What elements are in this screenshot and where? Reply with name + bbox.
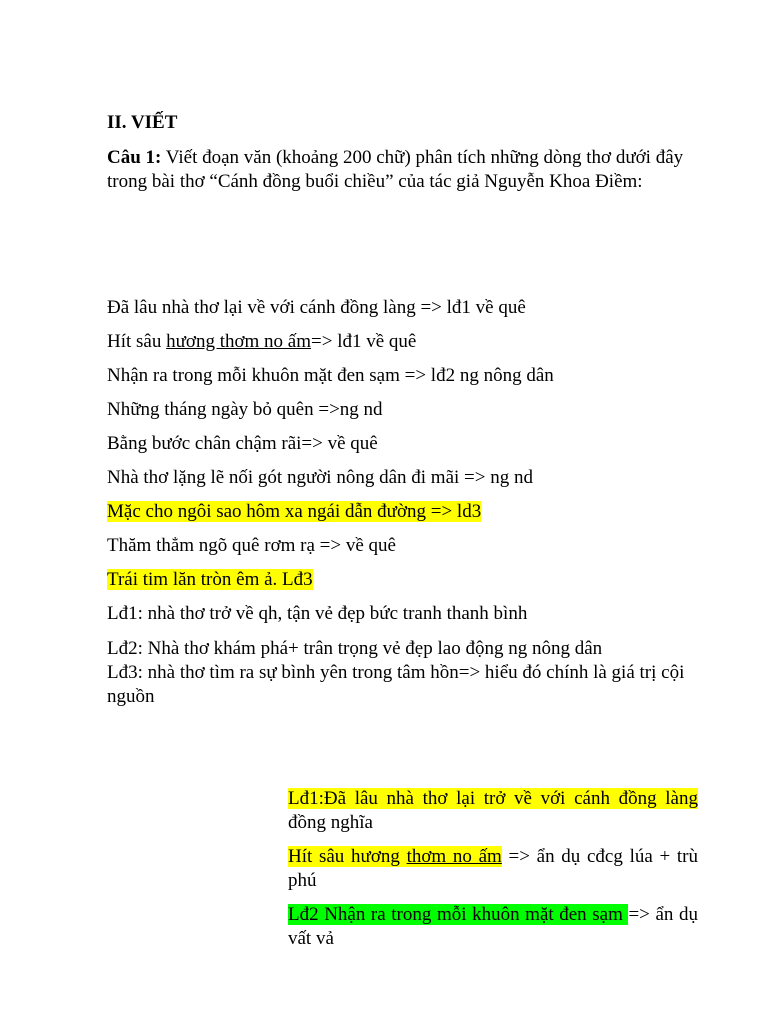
poem-line-4: Những tháng ngày bỏ quên =>ng nd bbox=[107, 399, 383, 420]
poem-line-2-pre: Hít sâu bbox=[107, 331, 167, 352]
poem-line-8: Thăm thẳm ngõ quê rơm rạ => về quê bbox=[107, 535, 396, 556]
analysis-item-2-underlined: thơm no ấm bbox=[406, 846, 502, 867]
note-ld2: Lđ2: Nhà thơ khám phá+ trân trọng vẻ đẹp lao động ng nông dân bbox=[107, 638, 603, 659]
note-ld1: Lđ1: nhà thơ trở về qh, tận vẻ đẹp bức tranh thanh bình bbox=[107, 603, 528, 624]
analysis-item-1 bbox=[288, 787, 698, 835]
analysis-item-3-highlight: Lđ2 Nhận ra trong mỗi khuôn mặt đen sạm bbox=[288, 904, 629, 925]
analysis-item-3-rest: => ẩn dụ vất vả bbox=[288, 904, 698, 949]
poem-line-2 bbox=[107, 330, 416, 354]
analysis-item-2 bbox=[288, 845, 698, 893]
poem-line-2-post: => lđ1 về quê bbox=[311, 331, 417, 352]
analysis-item-3 bbox=[288, 903, 698, 951]
analysis-item-2-rest: => ẩn dụ cđcg lúa + trù phú bbox=[288, 846, 699, 891]
poem-line-1: Đã lâu nhà thơ lại về với cánh đồng làng => lđ1 về quê bbox=[107, 297, 526, 318]
question-label: Câu 1: bbox=[107, 147, 162, 168]
analysis-item-1-highlight: Lđ1:Đã lâu nhà thơ lại trở về với cánh đồng làng bbox=[288, 788, 698, 809]
question-paragraph bbox=[107, 146, 697, 194]
poem-line-6: Nhà thơ lặng lẽ nối gót người nông dân đi mãi => ng nd bbox=[107, 467, 533, 488]
note-ld3: Lđ3: nhà thơ tìm ra sự bình yên trong tâm hồn=> hiểu đó chính là giá trị cội nguồn bbox=[107, 662, 685, 707]
poem-line-2-underlined: hương thơm no ấm bbox=[166, 331, 312, 352]
analysis-item-2-highlight: Hít sâu hương bbox=[288, 846, 407, 867]
section-heading: II. VIẾT bbox=[107, 112, 178, 133]
poem-line-7 bbox=[107, 500, 481, 524]
question-text: Viết đoạn văn (khoảng 200 chữ) phân tích những dòng thơ dưới đây trong bài thơ “Cánh đồng buổi chiều” của tác giả Nguyễn Khoa Điềm: bbox=[107, 147, 684, 192]
poem-line-5: Bằng bước chân chậm rãi=> về quê bbox=[107, 433, 378, 454]
analysis-item-1-rest: đồng nghĩa bbox=[288, 812, 373, 833]
poem-line-3: Nhận ra trong mỗi khuôn mặt đen sạm => lđ2 ng nông dân bbox=[107, 365, 554, 386]
poem-line-9-highlight: Trái tim lăn tròn êm ả. Lđ3 bbox=[107, 569, 313, 590]
poem-line-9 bbox=[107, 568, 313, 592]
poem-line-7-highlight: Mặc cho ngôi sao hôm xa ngái dẫn đường => ld3 bbox=[107, 501, 482, 522]
